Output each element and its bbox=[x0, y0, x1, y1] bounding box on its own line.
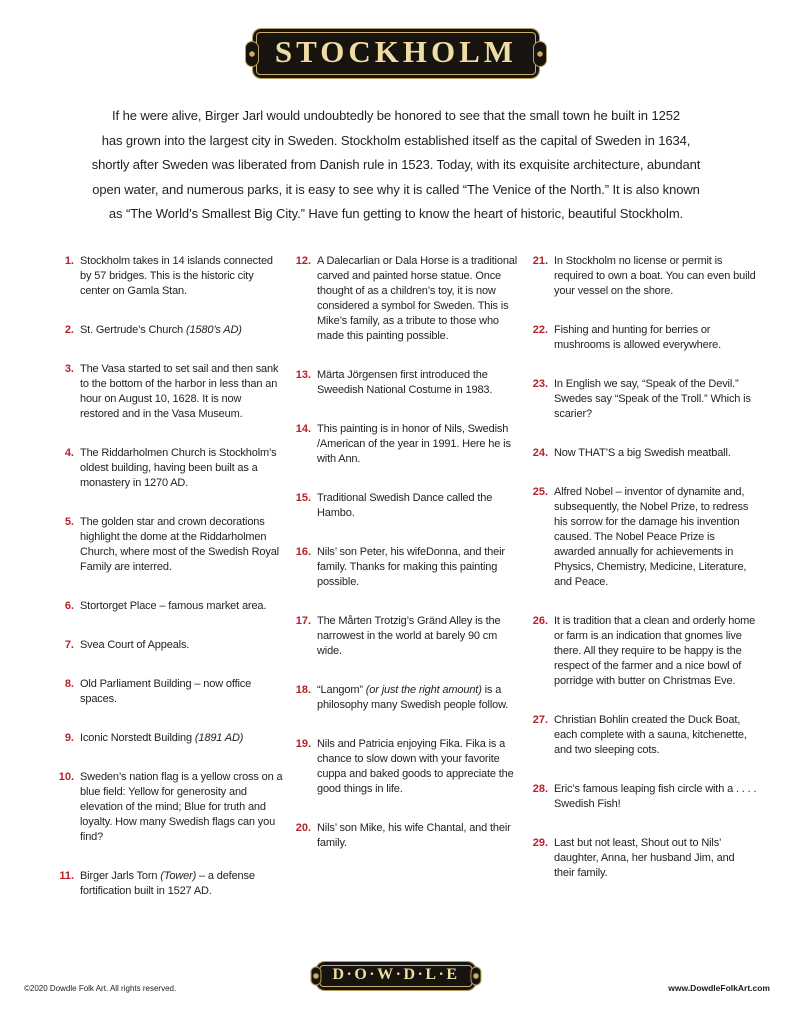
item-number: 27. bbox=[532, 713, 548, 726]
item-text: Traditional Swedish Dance called the Hambo. bbox=[317, 491, 493, 519]
item-number: 22. bbox=[532, 323, 548, 336]
item-text: Christian Bohlin created the Duck Boat, each complete with a sauna, kitchenette, and two sleeping cots. bbox=[554, 713, 747, 756]
item-number: 21. bbox=[532, 254, 548, 267]
item-number: 28. bbox=[532, 782, 548, 795]
list-item bbox=[528, 485, 757, 590]
copyright-text: ©2020 Dowdle Folk Art. All rights reserved. bbox=[24, 984, 177, 993]
list-item bbox=[528, 377, 757, 422]
item-text: Old Parliament Building – now office spaces. bbox=[80, 677, 252, 705]
item-text: It is tradition that a clean and orderly home or farm is an indication that gnomes live there. All they require to be happy is the respect of the farmer and a nice bowl of porridge with butter on Christmas Eve. bbox=[554, 614, 756, 687]
item-number: 3. bbox=[64, 362, 74, 375]
item-number: 13. bbox=[295, 368, 311, 381]
item-text: Fishing and hunting for berries or mushrooms is allowed everywhere. bbox=[554, 323, 721, 351]
item-text: Now THAT’S a big Swedish meatball. bbox=[554, 446, 731, 459]
item-text: St. Gertrude’s Church (1580’s AD) bbox=[80, 323, 242, 336]
list-item bbox=[54, 515, 283, 575]
list-item bbox=[528, 614, 757, 689]
list-item bbox=[291, 614, 520, 659]
list-item bbox=[291, 368, 520, 398]
dowdle-logo: D·O·W·D·L·E bbox=[332, 966, 460, 983]
item-text: Birger Jarls Torn (Tower) – a defense fortification built in 1527 AD. bbox=[80, 869, 255, 897]
item-number: 6. bbox=[64, 599, 74, 612]
list-item bbox=[54, 770, 283, 845]
item-text: Nils and Patricia enjoying Fika. Fika is a chance to slow down with your favorite cuppa and baked goods to appreciate the good things in life. bbox=[317, 737, 514, 795]
item-number: 19. bbox=[295, 737, 311, 750]
list-item bbox=[54, 599, 283, 614]
list-item bbox=[54, 323, 283, 338]
item-text: Nils’ son Peter, his wifeDonna, and their family. Thanks for making this painting possible. bbox=[317, 545, 505, 588]
list-item bbox=[291, 254, 520, 344]
list-column-2 bbox=[291, 254, 520, 923]
item-number: 14. bbox=[295, 422, 311, 435]
stockholm-plaque bbox=[253, 29, 539, 78]
item-number: 9. bbox=[64, 731, 74, 744]
list-item bbox=[528, 713, 757, 758]
item-number: 15. bbox=[295, 491, 311, 504]
item-text: In Stockholm no license or permit is required to own a boat. You can even build your vessel on the shore. bbox=[554, 254, 756, 297]
item-text: Nils’ son Mike, his wife Chantal, and their family. bbox=[317, 821, 511, 849]
list-item bbox=[528, 782, 757, 812]
list-item bbox=[528, 446, 757, 461]
item-text: Sweden’s nation flag is a yellow cross on a blue field: Yellow for generosity and elevation of the mind; Blue for truth and loyalty. How many Swedish flags can you find? bbox=[80, 770, 283, 843]
item-number: 1. bbox=[64, 254, 74, 267]
item-number: 17. bbox=[295, 614, 311, 627]
list-item bbox=[54, 638, 283, 653]
list-item bbox=[291, 545, 520, 590]
item-number: 5. bbox=[64, 515, 74, 528]
page-title: STOCKHOLM bbox=[274, 34, 518, 69]
header bbox=[0, 0, 792, 78]
list-item bbox=[528, 836, 757, 881]
item-text: The Vasa started to set sail and then sank to the bottom of the harbor in less than an hour on August 10, 1628. It is now restored and in the Vasa Museum. bbox=[80, 362, 279, 420]
list-item bbox=[54, 731, 283, 746]
item-text: Eric’s famous leaping fish circle with a . . . . Swedish Fish! bbox=[554, 782, 757, 810]
item-number: 20. bbox=[295, 821, 311, 834]
item-number: 29. bbox=[532, 836, 548, 849]
dowdle-logo-plaque bbox=[316, 962, 475, 990]
item-text: The golden star and crown decorations highlight the dome at the Riddarholmen Church, where most of the Swedish Royal Family are interred. bbox=[80, 515, 279, 573]
list-item bbox=[54, 677, 283, 707]
plaque-frame bbox=[319, 965, 472, 987]
list-item bbox=[291, 491, 520, 521]
website-url: www.DowdleFolkArt.com bbox=[668, 983, 770, 993]
list-item bbox=[528, 323, 757, 353]
item-text: A Dalecarlian or Dala Horse is a traditional carved and painted horse statue. Once thought of as a children’s toy, it is now considered a symbol for Sweden. This is Mike’s family, as a tribute to those who made this painting possible. bbox=[317, 254, 518, 342]
list-item bbox=[54, 254, 283, 299]
item-text: This painting is in honor of Nils, Swedish /American of the year in 1991. Here he is with Ann. bbox=[317, 422, 511, 465]
item-number: 8. bbox=[64, 677, 74, 690]
item-text: Märta Jörgensen first introduced the Sweedish National Costume in 1983. bbox=[317, 368, 493, 396]
list-item bbox=[54, 446, 283, 491]
item-number: 10. bbox=[58, 770, 74, 783]
list-item bbox=[291, 683, 520, 713]
item-text: The Riddarholmen Church is Stockholm’s oldest building, having been built as a monastery in 1270 AD. bbox=[80, 446, 277, 489]
item-number: 26. bbox=[532, 614, 548, 627]
item-text: The Mårten Trotzig’s Gränd Alley is the narrowest in the world at barely 90 cm wide. bbox=[317, 614, 501, 657]
list-item bbox=[291, 737, 520, 797]
list-column-3 bbox=[528, 254, 757, 923]
item-text: Stortorget Place – famous market area. bbox=[80, 599, 267, 612]
list-item bbox=[528, 254, 757, 299]
item-number: 4. bbox=[64, 446, 74, 459]
intro-paragraph: If he were alive, Birger Jarl would undoubtedly be honored to see that the small town he built in 1252 has grown into the largest city in Sweden. Stockholm established itself as the capital of Sweden in 1634, shortly after Sweden was liberated from Danish rule in 1523. Today, with its exquisite architecture, abundant open water, and numerous parks, it is easy to see why it is called “The Venice of the North.” It is also known as “The World’s Smallest Big City.” Have fun getting to know the heart of historic, beautiful Stockholm. bbox=[91, 108, 701, 221]
item-text: Alfred Nobel – inventor of dynamite and, subsequently, the Nobel Prize, to redress his sorrow for the damage his invention caused. The Nobel Peace Prize is awarded annually for achievements in Physics, Chemistry, Medicine, Literature, and Peace. bbox=[554, 485, 749, 588]
item-number: 18. bbox=[295, 683, 311, 696]
item-number: 16. bbox=[295, 545, 311, 558]
list-column-1 bbox=[54, 254, 283, 923]
item-number: 11. bbox=[59, 869, 74, 882]
list-item bbox=[54, 362, 283, 422]
item-number: 2. bbox=[64, 323, 74, 336]
list-item bbox=[54, 869, 283, 899]
item-number: 7. bbox=[64, 638, 74, 651]
footer bbox=[316, 962, 475, 990]
item-text: In English we say, “Speak of the Devil.” Swedes say “Speak of the Troll.” Which is scarier? bbox=[554, 377, 751, 420]
numbered-list bbox=[54, 254, 792, 923]
item-text: “Langom” (or just the right amount) is a philosophy many Swedish people follow. bbox=[317, 683, 509, 711]
list-item bbox=[291, 821, 520, 851]
list-item bbox=[291, 422, 520, 467]
item-number: 25. bbox=[532, 485, 548, 498]
item-number: 24. bbox=[532, 446, 548, 459]
item-number: 23. bbox=[532, 377, 548, 390]
item-text: Last but not least, Shout out to Nils’ daughter, Anna, her husband Jim, and their family. bbox=[554, 836, 735, 879]
item-text: Iconic Norstedt Building (1891 AD) bbox=[80, 731, 244, 744]
item-text: Svea Court of Appeals. bbox=[80, 638, 190, 651]
item-text: Stockholm takes in 14 islands connected by 57 bridges. This is the historic city center on Gamla Stan. bbox=[80, 254, 273, 297]
plaque-frame bbox=[256, 32, 536, 75]
item-number: 12. bbox=[295, 254, 311, 267]
